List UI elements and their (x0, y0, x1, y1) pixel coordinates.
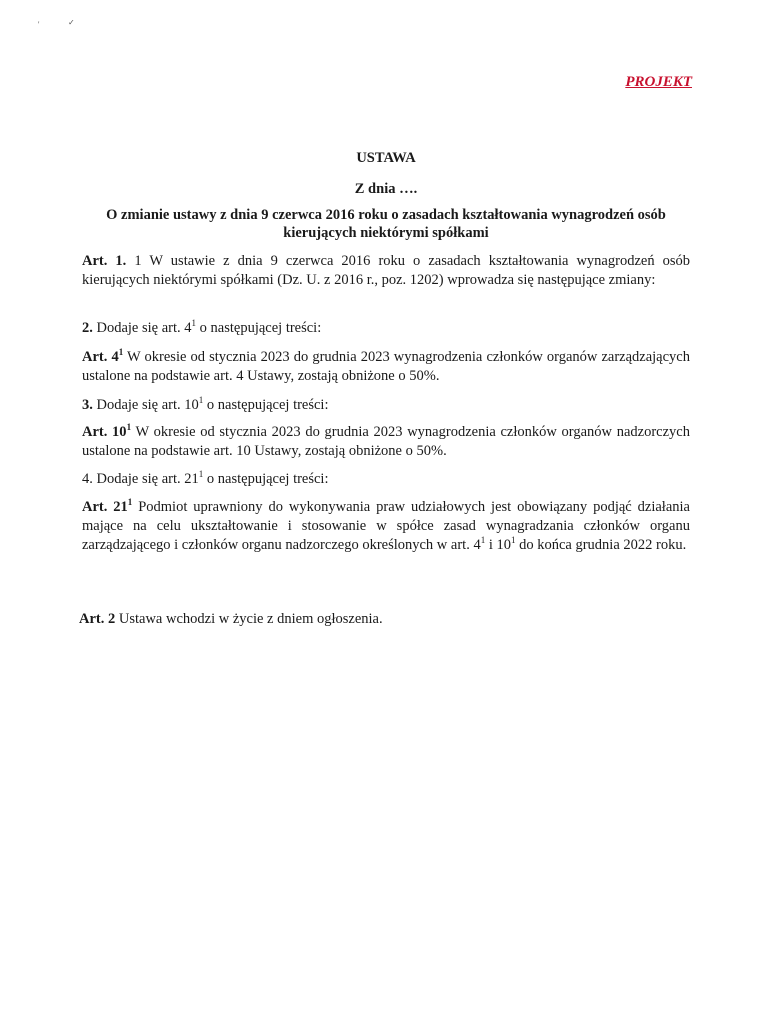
point-4 (82, 470, 690, 489)
point-label: 2. (82, 320, 93, 336)
point-2 (82, 319, 690, 338)
scan-mark: ' (38, 20, 40, 29)
superscript: 1 (126, 422, 132, 433)
superscript: 1 (198, 469, 204, 480)
article-4-1 (82, 348, 690, 386)
point-text: o następującej treści: (206, 471, 329, 487)
superscript: 1 (191, 318, 197, 329)
article-2 (79, 610, 687, 629)
point-text: o następującej treści: (199, 320, 322, 336)
article-text: i 10 (488, 537, 511, 553)
point-text: Dodaje się art. 10 (96, 397, 199, 413)
superscript: 1 (480, 535, 486, 546)
article-text: 1 W ustawie z dnia 9 czerwca 2016 roku o zasadach kształtowania wynagrodzeń osób kierujących niektórymi spółkami (Dz. U. z 2016 r., poz. 1202) wprowadza się następujące zmiany: (82, 253, 690, 288)
article-1 (82, 252, 690, 290)
article-10-1 (82, 423, 690, 461)
point-text: 4. Dodaje się art. 21 (82, 471, 199, 487)
document-date: Z dnia …. (354, 181, 418, 197)
article-label: Art. 21 (82, 499, 128, 515)
document-subject: O zmianie ustawy z dnia 9 czerwca 2016 roku o zasadach kształtowania wynagrodzeń osób kierujących niektórymi spółkami (106, 207, 666, 241)
document-title: USTAWA (356, 150, 416, 166)
superscript: 1 (198, 395, 204, 406)
article-text: W okresie od stycznia 2023 do grudnia 2023 wynagrodzenia członków organów zarządzających ustalone na podstawie art. 4 Ustawy, zostają obniżone o 50%. (82, 349, 690, 384)
superscript: 1 (127, 497, 133, 508)
projekt-label: PROJEKT (625, 74, 692, 90)
point-text: o następującej treści: (206, 397, 329, 413)
superscript: 1 (118, 347, 124, 358)
article-label: Art. 10 (82, 424, 127, 440)
article-text: do końca grudnia 2022 roku. (519, 537, 687, 553)
article-label: Art. 1. (82, 253, 127, 269)
point-3 (82, 396, 690, 415)
point-text: Dodaje się art. 4 (96, 320, 192, 336)
article-label: Art. 2 (79, 611, 116, 627)
point-label: 3. (82, 397, 93, 413)
superscript: 1 (510, 535, 516, 546)
article-text: W okresie od stycznia 2023 do grudnia 2023 wynagrodzenia członków organów nadzorczych ustalone na podstawie art. 10 Ustawy, zostają obniżone o 50%. (82, 424, 690, 459)
scan-mark: ✓ (68, 18, 75, 27)
article-text: Podmiot uprawniony do wykonywania praw udziałowych jest obowiązany podjąć działania mające na celu ukształtowanie i stosowanie w spółce zasad wynagradzania członków organu zarządzającego i członków organu nadzorczego określonych w art. 4 (82, 499, 690, 553)
article-label: Art. 4 (82, 349, 119, 365)
article-21-1 (82, 498, 690, 555)
article-text: Ustawa wchodzi w życie z dniem ogłoszenia. (118, 611, 383, 627)
